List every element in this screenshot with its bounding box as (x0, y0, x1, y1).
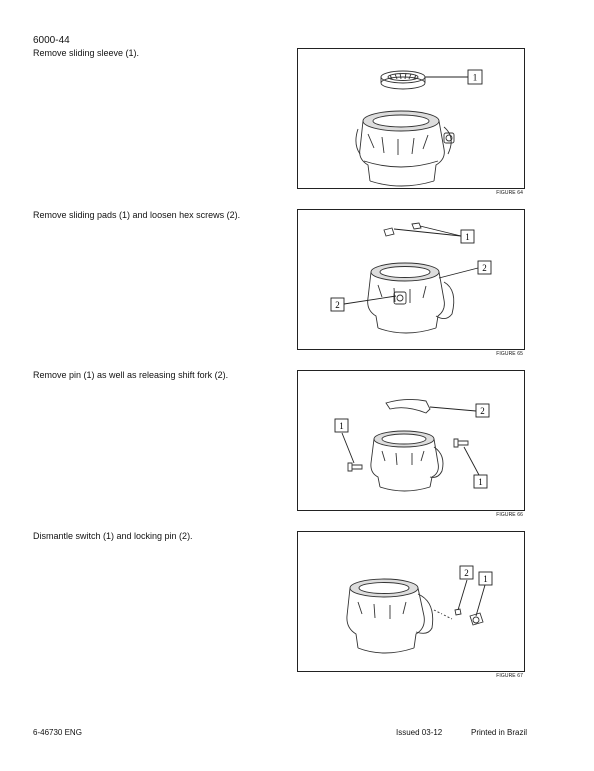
footer-doc-number: 6-46730 ENG (33, 728, 82, 737)
figure-66-illustration (298, 371, 524, 510)
figure-67-callout-2: 2 (464, 568, 469, 578)
step-4-instruction: Dismantle switch (1) and locking pin (2). (33, 531, 193, 541)
figure-64 (297, 48, 525, 189)
figure-65-callout-2-left: 2 (335, 300, 340, 310)
figure-65-caption: FIGURE 65 (496, 351, 523, 357)
step-3-instruction: Remove pin (1) as well as releasing shift fork (2). (33, 370, 229, 380)
figure-64-callout-1: 1 (472, 72, 478, 83)
figure-67-callout-1: 1 (483, 574, 488, 584)
figure-65-callout-2-right: 2 (482, 263, 487, 273)
figure-66-callout-2: 2 (480, 406, 485, 416)
step-1-instruction: Remove sliding sleeve (1). (33, 48, 140, 58)
figure-65 (297, 209, 525, 350)
page-number: 6000-44 (33, 35, 70, 46)
step-2-instruction: Remove sliding pads (1) and loosen hex screws (2). (33, 210, 241, 220)
figure-67-illustration (298, 532, 524, 671)
figure-65-illustration (298, 210, 524, 349)
figure-67 (297, 531, 525, 672)
figure-64-caption: FIGURE 64 (496, 190, 523, 196)
figure-66-caption: FIGURE 66 (496, 512, 523, 518)
figure-67-caption: FIGURE 67 (496, 673, 523, 679)
figure-66-callout-1-left: 1 (339, 421, 344, 431)
figure-64-illustration (298, 49, 524, 188)
figure-66-callout-1-right: 1 (478, 477, 483, 487)
figure-66 (297, 370, 525, 511)
footer-issued: Issued 03-12 (396, 728, 443, 737)
footer-printed: Printed in Brazil (471, 728, 528, 737)
figure-65-callout-1: 1 (465, 232, 470, 242)
